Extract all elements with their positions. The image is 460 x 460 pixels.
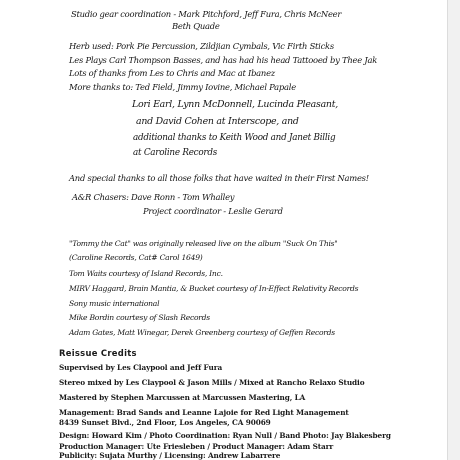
reissue-credits-heading: Reissue Credits	[59, 348, 137, 358]
handwritten-line: Project coordinator - Leslie Gerard	[143, 206, 283, 216]
handwritten-line: Tom Waits courtesy of Island Records, Inc.	[69, 269, 223, 278]
printed-credit-line: Supervised by Les Claypool and Jeff Fura	[59, 363, 223, 372]
handwritten-line: additional thanks to Keith Wood and Janet Billig	[133, 133, 336, 143]
printed-credit-line: Publicity: Sujata Murthy / Licensing: Andrew Labarrere	[59, 451, 281, 460]
handwritten-line: and David Cohen at Interscope, and	[136, 116, 299, 127]
handwritten-line: Studio gear coordination - Mark Pitchford, Jeff Fura, Chris McNeer	[71, 9, 342, 19]
printed-credit-line: 8439 Sunset Blvd., 2nd Floor, Los Angeles, CA 90069	[59, 418, 271, 427]
handwritten-line: at Caroline Records	[133, 148, 218, 158]
handwritten-line: Adam Gates, Matt Winegar, Derek Greenberg courtesy of Geffen Records	[69, 328, 335, 337]
handwritten-line: And special thanks to all those folks that have waited in their First Names!	[69, 173, 369, 183]
printed-credit-line: Management: Brad Sands and Leanne Lajoie for Red Light Management	[59, 408, 349, 417]
handwritten-line: MIRV Haggard, Brain Mantia, & Bucket courtesy of In-Effect Relativity Records	[69, 284, 359, 293]
handwritten-line: Sony music international	[69, 299, 160, 308]
handwritten-line: Mike Bordin courtesy of Slash Records	[69, 313, 210, 322]
handwritten-line: Herb used: Pork Pie Percussion, Zildjian Cymbals, Vic Firth Sticks	[69, 41, 334, 51]
handwritten-line: A&R Chasers: Dave Ronn - Tom Whalley	[72, 192, 235, 202]
printed-credit-line: Mastered by Stephen Marcussen at Marcussen Mastering, LA	[59, 393, 306, 402]
printed-credit-line: Stereo mixed by Les Claypool & Jason Mills / Mixed at Rancho Relaxo Studio	[59, 378, 365, 387]
printed-credit-line: Design: Howard Kim / Photo Coordination: Ryan Null / Band Photo: Jay Blakesberg	[59, 431, 391, 440]
handwritten-line: (Caroline Records, Cat# Carol 1649)	[69, 253, 203, 262]
page-edge	[447, 0, 460, 460]
handwritten-line: Beth Quade	[172, 21, 220, 31]
handwritten-line: Les Plays Carl Thompson Basses, and has had his head Tattooed by Thee Jak	[69, 55, 378, 65]
handwritten-line: More thanks to: Ted Field, Jimmy Iovine, Michael Papale	[69, 82, 296, 92]
handwritten-line: "Tommy the Cat" was originally released live on the album "Suck On This"	[69, 239, 338, 248]
printed-credit-line: Production Manager: Ute Friesleben / Product Manager: Adam Starr	[59, 442, 334, 451]
handwritten-line: Lots of thanks from Les to Chris and Mac at Ibanez	[69, 68, 275, 78]
handwritten-line: Lori Earl, Lynn McDonnell, Lucinda Pleasant,	[132, 99, 338, 110]
